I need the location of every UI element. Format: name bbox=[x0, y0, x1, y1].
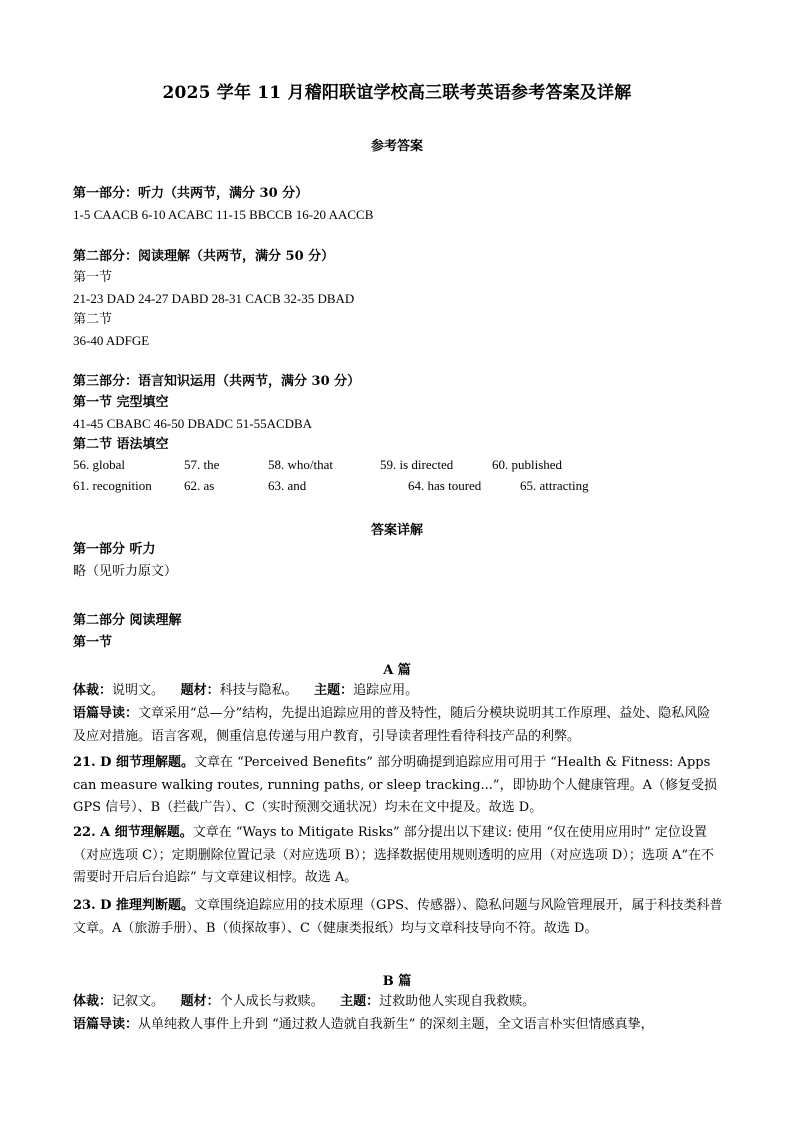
detail-part1-text: 略（见听力原文） bbox=[73, 564, 178, 579]
question-23: 23. D 推理判断题。文章围绕追踪应用的技术原理（GPS、传感器）、隐私问题与风险管理展开，属于科技类科普文章。A（旅游手册）、B（侦探故事）、C（健康类报纸）均与文章科技导向不符。故选 D。 bbox=[73, 898, 723, 936]
part2-section1-answers: 21-23 DAD 24-27 DABD 28-31 CACB 32-35 DBAD bbox=[73, 291, 355, 306]
grammar-answer: 59. is directed bbox=[380, 457, 454, 472]
passage-b-guide: 语篇导读：从单纯救人事件上升到 “通过救人造就自我新生” 的深刻主题，全文语言朴实但情感真挚， bbox=[73, 1017, 654, 1032]
part3-section1: 第一节 完型填空 bbox=[73, 395, 169, 410]
grammar-answer: 58. who/that bbox=[268, 457, 333, 472]
answers-heading: 参考答案 bbox=[370, 139, 423, 154]
part3-section2: 第二节 语法填空 bbox=[73, 437, 169, 452]
grammar-answer: 62. as bbox=[184, 478, 215, 493]
detail-part2-heading: 第二部分 阅读理解 bbox=[73, 613, 182, 628]
question-21: 21. D 细节理解题。文章在 “Perceived Benefits” 部分明确提到追踪应用可用于 “Health & Fitness: Apps can measure walking routes, running paths, or sleep tracking...”，即协助个人健康管理。A（修复受损 GPS 信号）、B（拦截广告）、C（实时预测交通状况）均未在文中提及。故选 D。 bbox=[73, 755, 717, 815]
detail-part2-section: 第一节 bbox=[73, 635, 113, 650]
question-22: 22. A 细节理解题。文章在 “Ways to Mitigate Risks” 部分提出以下建议: 使用 “仅在使用应用时” 定位设置（对应选项 C）；定期删除位置记录（对应选项 B）；选择数据使用规则透明的应用（对应选项 D）；选项 A“在不需要时开启后台追踪” 与文章建议相悖。故选 A。 bbox=[73, 825, 714, 885]
grammar-answer: 56. global bbox=[73, 457, 125, 472]
passage-a-guide: 语篇导读：文章采用“总—分”结构，先提出追踪应用的普及特性，随后分模块说明其工作原理、益处、隐私风险及应对措施。语言客观，侧重信息传递与用户教育，引导读者理性看待科技产品的利弊。 bbox=[73, 706, 711, 744]
grammar-answer: 60. published bbox=[492, 457, 563, 472]
detail-part1-heading: 第一部分 听力 bbox=[73, 542, 156, 557]
details-heading: 答案详解 bbox=[370, 523, 423, 538]
part3-section1-answers: 41-45 CBABC 46-50 DBADC 51-55ACDBA bbox=[73, 416, 313, 431]
grammar-answer: 61. recognition bbox=[73, 478, 152, 493]
passage-a-meta: 体裁：说明文。 题材：科技与隐私。 主题：追踪应用。 bbox=[73, 683, 419, 698]
grammar-answer: 64. has toured bbox=[408, 478, 482, 493]
part2-section2-answers: 36-40 ADFGE bbox=[73, 333, 150, 348]
part1-heading: 第一部分：听力（共两节，满分 30 分） bbox=[73, 186, 309, 201]
grammar-answer: 65. attracting bbox=[520, 478, 589, 493]
part2-section2: 第二节 bbox=[73, 312, 113, 327]
grammar-answer: 57. the bbox=[184, 457, 220, 472]
page-title: 2025 学年 11 月稽阳联谊学校高三联考英语参考答案及详解 bbox=[162, 83, 632, 103]
grammar-answer: 63. and bbox=[268, 478, 307, 493]
part2-section1: 第一节 bbox=[73, 270, 113, 285]
part3-heading: 第三部分：语言知识运用（共两节，满分 30 分） bbox=[73, 374, 361, 389]
part1-answers: 1-5 CAACB 6-10 ACABC 11-15 BBCCB 16-20 AACCB bbox=[73, 207, 374, 222]
passage-a-heading: A 篇 bbox=[383, 663, 411, 678]
passage-b-meta: 体裁：记叙文。 题材：个人成长与救赎。 主题：过救助他人实现自我救赎。 bbox=[73, 994, 536, 1009]
passage-b-heading: B 篇 bbox=[382, 974, 412, 989]
part2-heading: 第二部分：阅读理解（共两节，满分 50 分） bbox=[73, 249, 335, 264]
